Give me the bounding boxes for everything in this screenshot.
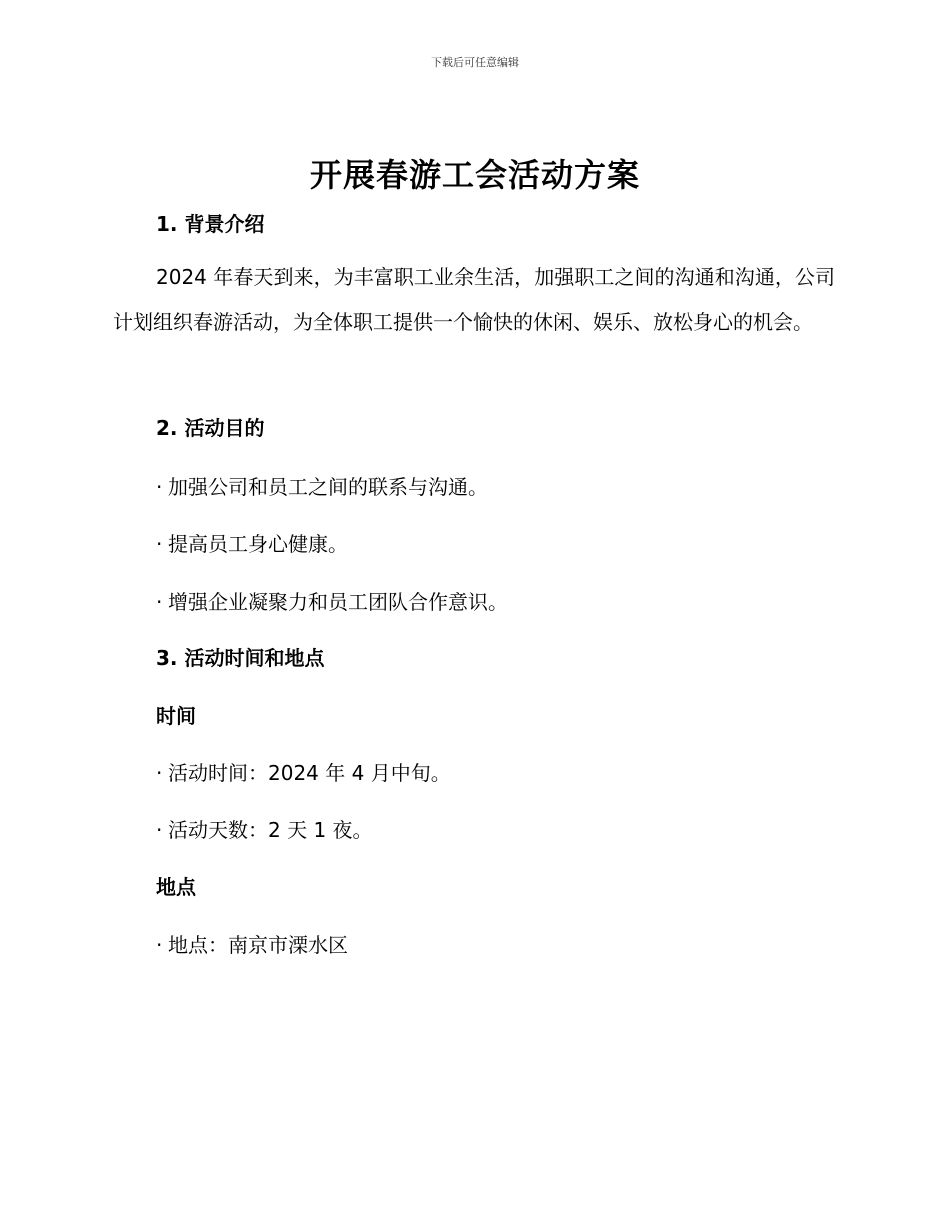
bullet-mark: · [156,532,163,556]
time-bullet [156,814,373,843]
subheading-time: 时间 [156,704,196,728]
location-bullet [156,929,348,958]
time-bullet-text: 活动天数：2 天 1 夜。 [168,818,373,842]
time-bullet-text: 活动时间：2024 年 4 月中旬。 [168,761,451,785]
subheading-location: 地点 [156,875,196,899]
location-bullet-text: 地点：南京市溧水区 [168,933,348,957]
page-header-note: 下载后可任意编辑 [431,56,519,69]
bullet-mark: · [156,590,163,614]
background-paragraph: 2024 年春天到来，为丰富职工业余生活，加强职工之间的沟通和沟通，公司计划组织春游活动，为全体职工提供一个愉快的休闲、娱乐、放松身心的机会。 [113,265,835,334]
time-bullet [156,757,451,786]
purpose-bullet-text: 提高员工身心健康。 [168,532,348,556]
section-heading-time-location: 3. 活动时间和地点 [156,646,325,670]
purpose-bullet [156,528,348,557]
document-title: 开展春游工会活动方案 [309,156,640,194]
purpose-bullet [156,471,488,500]
bullet-mark: · [156,933,163,957]
purpose-bullet [156,586,508,615]
bullet-mark: · [156,818,163,842]
bullet-mark: · [156,761,163,785]
purpose-bullet-text: 增强企业凝聚力和员工团队合作意识。 [168,590,508,614]
bullet-mark: · [156,475,163,499]
section-heading-purpose: 2. 活动目的 [156,416,265,440]
section-heading-background: 1. 背景介绍 [156,212,265,236]
purpose-bullet-text: 加强公司和员工之间的联系与沟通。 [168,475,488,499]
